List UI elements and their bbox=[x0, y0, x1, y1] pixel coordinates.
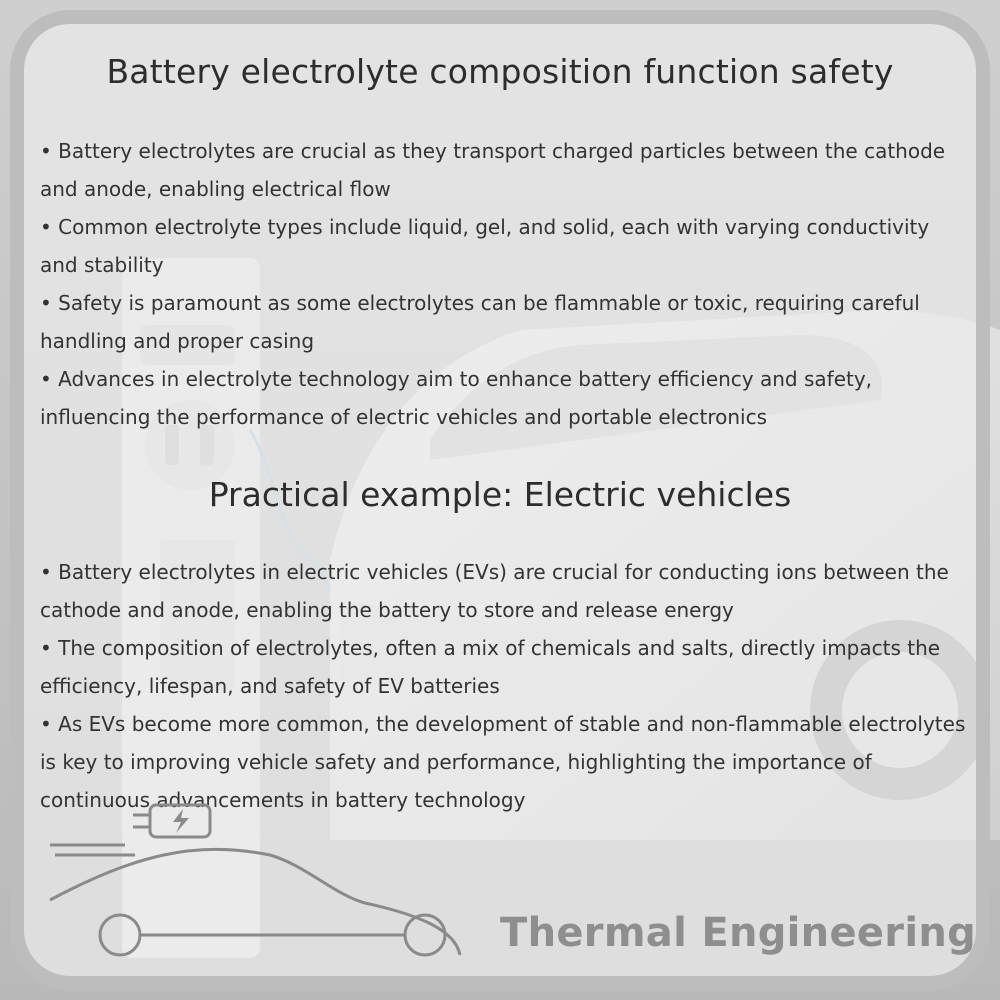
electric-car-plug-icon bbox=[45, 795, 475, 965]
bullet-item: • Battery electrolytes in electric vehicles (EVs) are crucial for conducting ions between the cathode and anode, enabling the battery to store and release energy bbox=[40, 560, 949, 622]
bullet-list-example bbox=[40, 553, 970, 819]
section-heading: Practical example: Electric vehicles bbox=[208, 475, 792, 514]
bullet-item: • Common electrolyte types include liquid, gel, and solid, each with varying conductivity and stability bbox=[40, 215, 930, 277]
bullet-item: • Safety is paramount as some electrolytes can be flammable or toxic, requiring careful handling and proper casing bbox=[40, 291, 920, 353]
bullet-item: • As EVs become more common, the development of stable and non-flammable electrolytes is key to improving vehicle safety and performance, highlighting the importance of continuous advancements in battery technology bbox=[40, 712, 966, 812]
brand-wordmark: Thermal Engineering bbox=[500, 910, 977, 956]
bullet-item: • Battery electrolytes are crucial as they transport charged particles between the cathode and anode, enabling electrical flow bbox=[40, 139, 946, 201]
page-title: Battery electrolyte composition function safety bbox=[106, 52, 894, 91]
bullet-item: • Advances in electrolyte technology aim to enhance battery efficiency and safety, influencing the performance of electric vehicles and portable electronics bbox=[40, 367, 873, 429]
bullet-list-overview bbox=[40, 132, 970, 436]
bullet-item: • The composition of electrolytes, often a mix of chemicals and salts, directly impacts the efficiency, lifespan, and safety of EV batteries bbox=[40, 636, 941, 698]
